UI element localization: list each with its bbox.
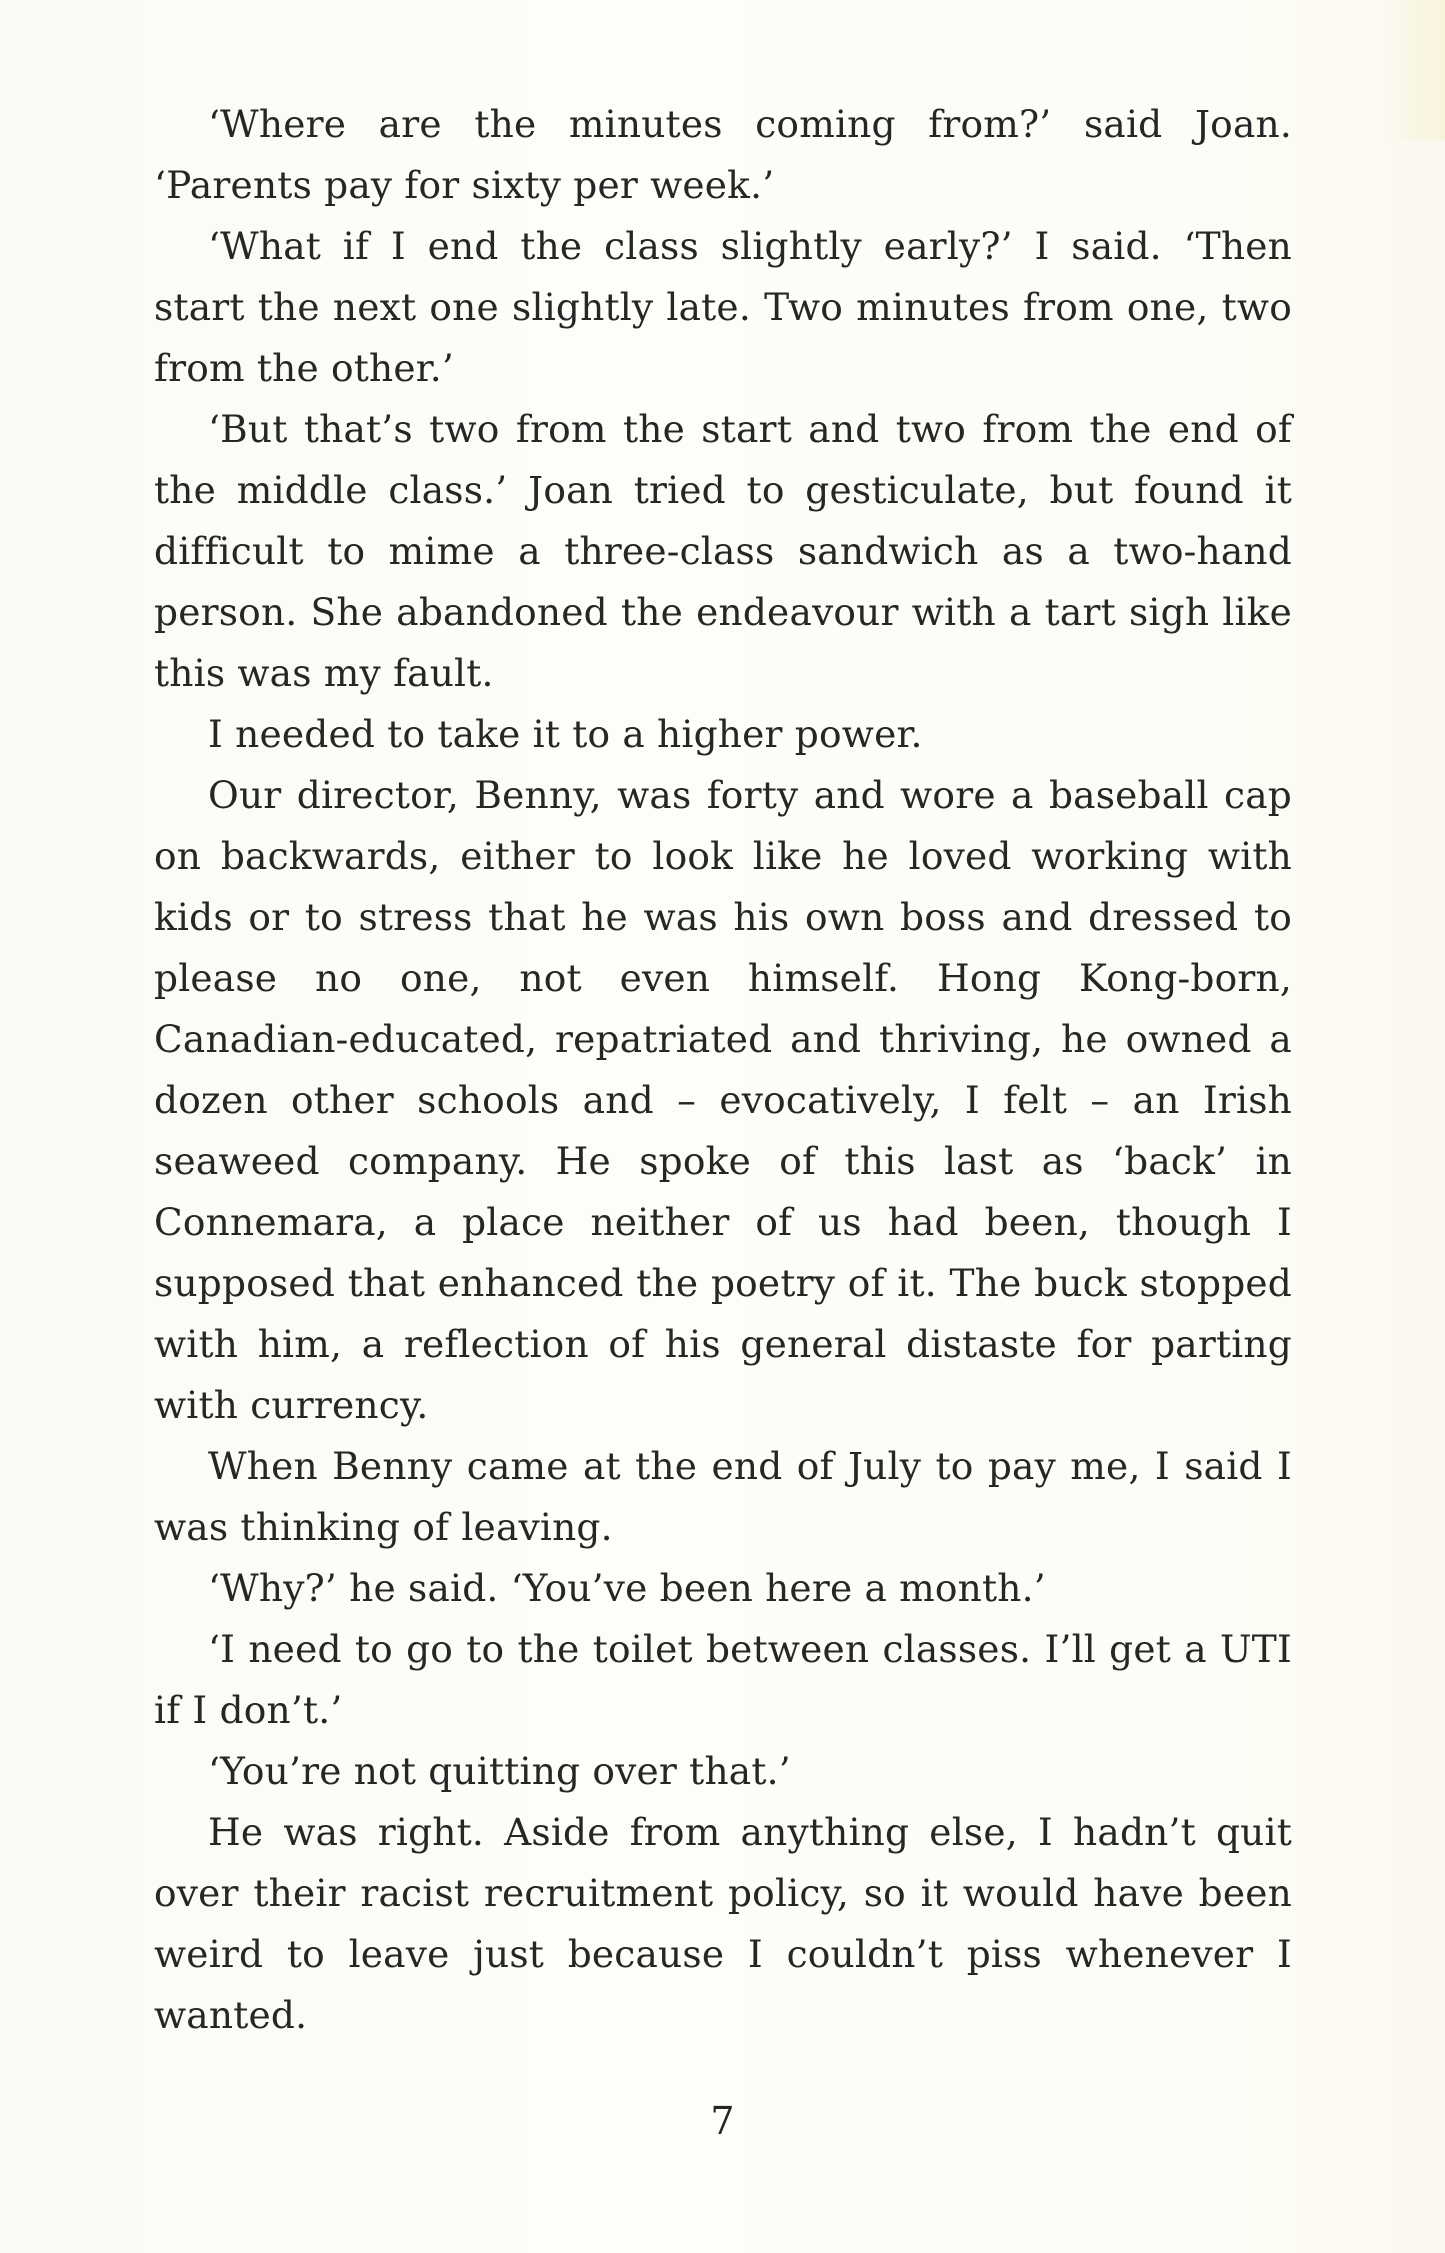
paragraph: ‘Why?’ he said. ‘You’ve been here a month.’ bbox=[208, 1566, 1046, 1610]
page-edge-shading bbox=[1385, 0, 1445, 140]
paragraph: Our director, Benny, was forty and wore a baseball cap on backwards, either to look like he loved working with kids or to stress that he was his own boss and dressed to please no one, not even himself. Hong Kong-born, Canadian-educated, repatriated and thriving, he owned a dozen other schools and – evocatively, I felt – an Irish seaweed company. He spoke of this last as ‘back’ in Connemara, a place neither of us had been, though I supposed that enhanced the poetry of it. The buck stopped with him, a reflection of his general distaste for parting with currency. bbox=[154, 773, 1292, 1427]
paragraph: ‘What if I end the class slightly early?’ I said. ‘Then start the next one slightly late. Two minutes from one, two from the other.’ bbox=[154, 224, 1292, 390]
paragraph: I needed to take it to a higher power. bbox=[208, 712, 923, 756]
paragraph: ‘I need to go to the toilet between classes. I’ll get a UTI if I don’t.’ bbox=[154, 1627, 1292, 1732]
paragraph: ‘But that’s two from the start and two from the end of the middle class.’ Joan tried to gesticulate, but found it difficult to mime a three-class sandwich as a two-hand person. She abandoned the endeavour with a tart sigh like this was my fault. bbox=[154, 407, 1292, 695]
page-number: 7 bbox=[710, 2099, 735, 2143]
paragraph: When Benny came at the end of July to pay me, I said I was thinking of leaving. bbox=[154, 1444, 1292, 1549]
paragraph: He was right. Aside from anything else, I hadn’t quit over their racist recruitment policy, so it would have been weird to leave just because I couldn’t piss whenever I wanted. bbox=[154, 1810, 1292, 2037]
body-text bbox=[154, 94, 1292, 2046]
paragraph: ‘You’re not quitting over that.’ bbox=[208, 1749, 791, 1793]
paragraph: ‘Where are the minutes coming from?’ said Joan. ‘Parents pay for sixty per week.’ bbox=[154, 102, 1292, 207]
